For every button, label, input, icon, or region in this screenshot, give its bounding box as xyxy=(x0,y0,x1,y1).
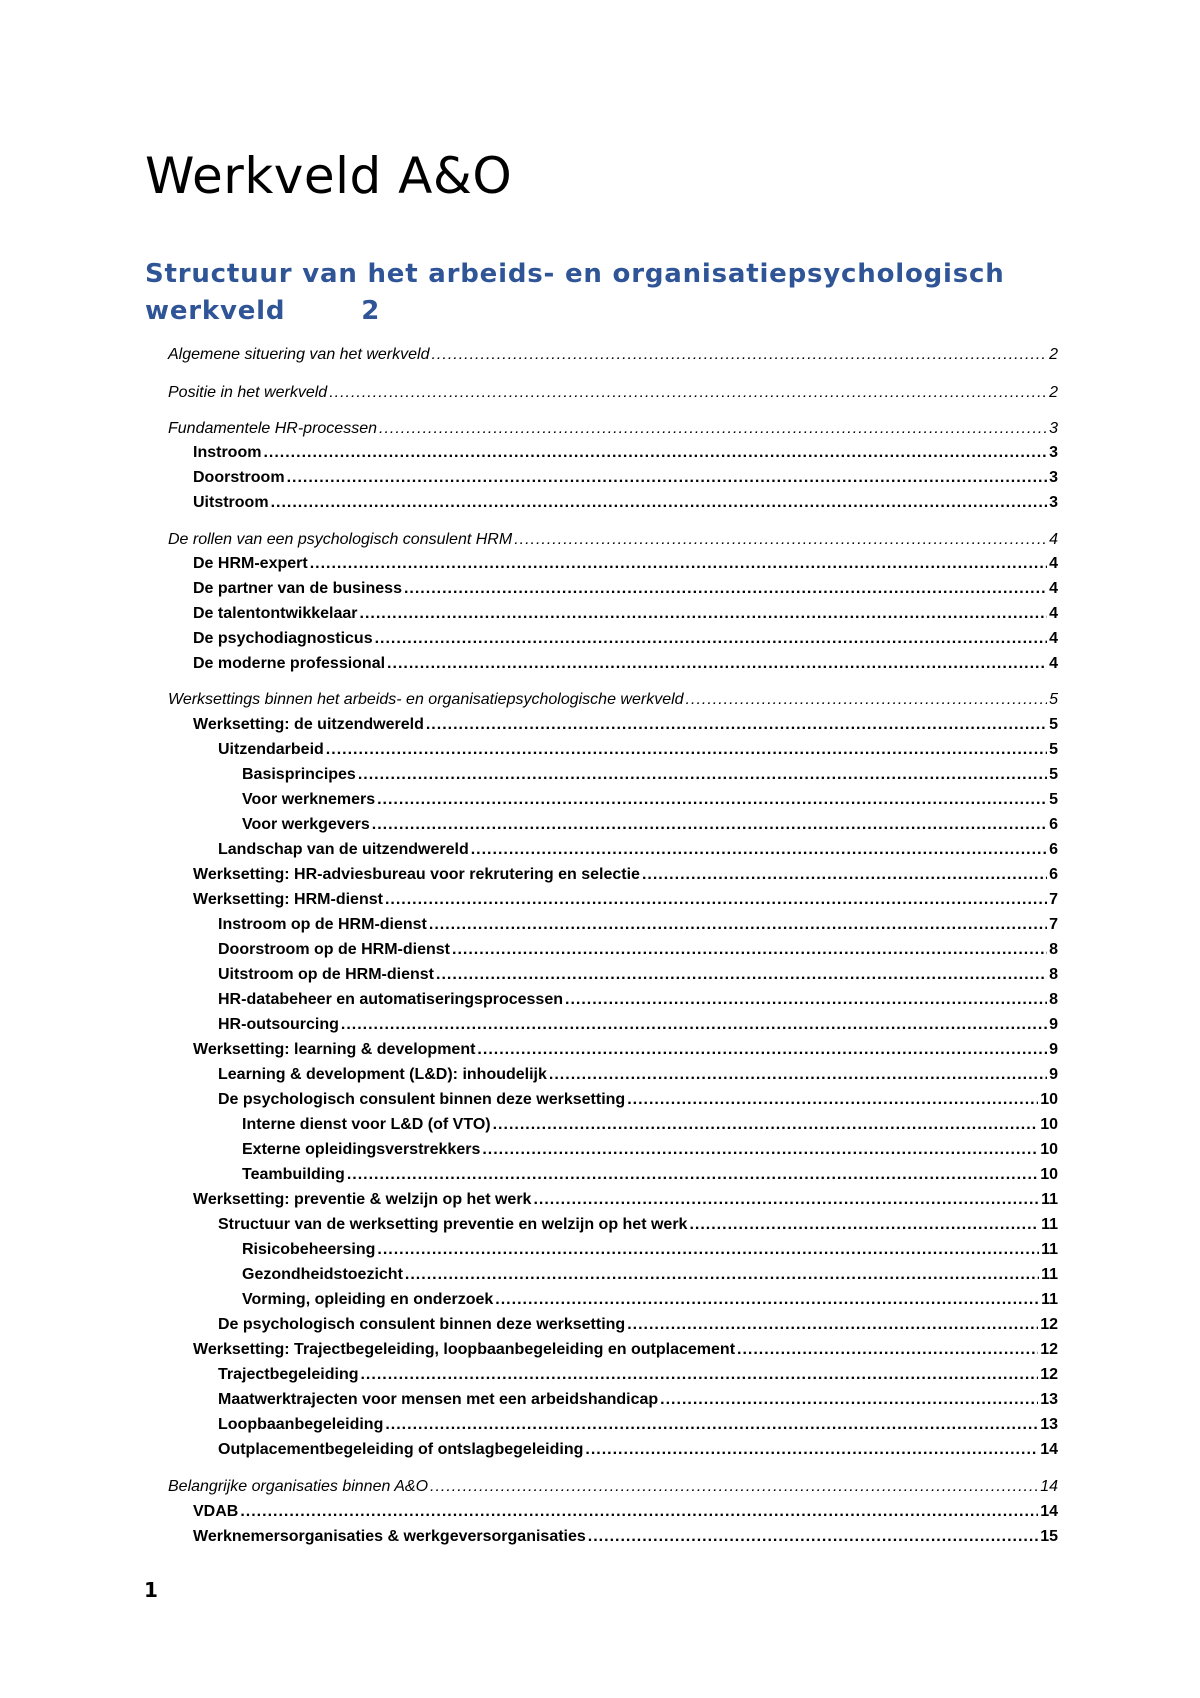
toc-entry[interactable] xyxy=(218,989,1058,1011)
toc-entry[interactable] xyxy=(168,529,1058,551)
toc-entry-label: Maatwerktrajecten voor mensen met een arbeidshandicap xyxy=(218,1391,659,1408)
toc-entry-label: De talentontwikkelaar xyxy=(193,605,358,622)
toc-dot-leader xyxy=(549,1064,1047,1086)
toc-dot-leader xyxy=(326,739,1047,761)
toc-dot-leader xyxy=(431,344,1047,366)
toc-heading-page: 2 xyxy=(361,296,381,326)
toc-entry-label: HR-outsourcing xyxy=(218,1016,339,1033)
toc-entry-label: Werksetting: Trajectbegeleiding, loopbaanbegeleiding en outplacement xyxy=(193,1341,736,1358)
toc-entry[interactable] xyxy=(218,1064,1058,1086)
toc-dot-leader xyxy=(379,418,1047,440)
toc-entry-page: 10 xyxy=(1040,1141,1058,1158)
toc-entry-page: 11 xyxy=(1041,1241,1058,1258)
toc-entry[interactable] xyxy=(242,1139,1058,1161)
toc-entry-label: Werksetting: preventie & welzijn op het werk xyxy=(193,1191,532,1208)
toc-entry-page: 8 xyxy=(1049,966,1058,983)
toc-entry[interactable] xyxy=(193,1501,1058,1523)
toc-dot-leader xyxy=(385,889,1047,911)
page-number: 1 xyxy=(144,1578,158,1602)
toc-entry-page: 8 xyxy=(1049,991,1058,1008)
toc-entry-page: 11 xyxy=(1041,1291,1058,1308)
toc-entry-page: 9 xyxy=(1049,1041,1058,1058)
toc-entry[interactable] xyxy=(193,889,1058,911)
toc-entry[interactable] xyxy=(168,382,1058,404)
toc-entry-label: Interne dienst voor L&D (of VTO) xyxy=(242,1116,491,1133)
toc-entry[interactable] xyxy=(193,1189,1058,1211)
toc-entry[interactable] xyxy=(193,603,1058,625)
toc-entry-label: Doorstroom op de HRM-dienst xyxy=(218,941,450,958)
toc-dot-leader xyxy=(240,1501,1038,1523)
toc-dot-leader xyxy=(430,1476,1038,1498)
toc-dot-leader xyxy=(429,914,1047,936)
toc-entry-page: 3 xyxy=(1049,444,1058,461)
toc-entry-label: Doorstroom xyxy=(193,469,285,486)
toc-entry-page: 5 xyxy=(1049,766,1058,783)
toc-entry-page: 2 xyxy=(1049,346,1058,363)
toc-entry-page: 7 xyxy=(1049,916,1058,933)
toc-entry-page: 5 xyxy=(1049,741,1058,758)
toc-entry-label: Uitzendarbeid xyxy=(218,741,324,758)
toc-entry-page: 4 xyxy=(1049,555,1058,572)
toc-entry-label: De psychologisch consulent binnen deze werksetting xyxy=(218,1091,626,1108)
toc-entry-page: 14 xyxy=(1040,1503,1058,1520)
toc-dot-leader xyxy=(588,1526,1038,1548)
toc-dot-leader xyxy=(271,492,1048,514)
toc-entry-page: 2 xyxy=(1049,384,1058,401)
document-title: Werkveld A&O xyxy=(145,147,513,205)
toc-entry[interactable] xyxy=(218,1314,1058,1336)
toc-entry[interactable] xyxy=(218,1439,1058,1461)
toc-entry-label: Gezondheidstoezicht xyxy=(242,1266,403,1283)
toc-entry-label: Learning & development (L&D): inhoudelijk xyxy=(218,1066,547,1083)
toc-entry[interactable] xyxy=(242,1239,1058,1261)
toc-entry-label: Fundamentele HR-processen xyxy=(168,420,377,437)
toc-dot-leader xyxy=(263,442,1047,464)
toc-dot-leader xyxy=(482,1139,1038,1161)
toc-dot-leader xyxy=(341,1014,1047,1036)
toc-entry[interactable] xyxy=(218,1414,1058,1436)
toc-entry-label: Voor werknemers xyxy=(242,791,376,808)
toc-dot-leader xyxy=(436,964,1047,986)
toc-entry-page: 11 xyxy=(1041,1216,1058,1233)
toc-entry-label: Instroom xyxy=(193,444,262,461)
toc-entry-label: Outplacementbegeleiding of ontslagbegeleiding xyxy=(218,1441,584,1458)
toc-entry-label: Algemene situering van het werkveld xyxy=(168,346,430,363)
toc-entry-page: 6 xyxy=(1049,816,1058,833)
toc-dot-leader xyxy=(385,1414,1038,1436)
toc-entry[interactable] xyxy=(193,553,1058,575)
toc-entry-page: 5 xyxy=(1049,791,1058,808)
toc-entry-label: Teambuilding xyxy=(242,1166,345,1183)
toc-entry-page: 4 xyxy=(1049,605,1058,622)
toc-entry-page: 11 xyxy=(1041,1266,1058,1283)
toc-entry[interactable] xyxy=(193,653,1058,675)
toc-entry-page: 9 xyxy=(1049,1016,1058,1033)
toc-entry[interactable] xyxy=(218,939,1058,961)
toc-dot-leader xyxy=(642,864,1047,886)
toc-dot-leader xyxy=(372,814,1047,836)
toc-dot-leader xyxy=(287,467,1048,489)
toc-entry-page: 10 xyxy=(1040,1166,1058,1183)
toc-entry-label: Basisprincipes xyxy=(242,766,356,783)
toc-entry[interactable] xyxy=(193,864,1058,886)
toc-entry-label: Werksetting: HRM-dienst xyxy=(193,891,383,908)
toc-entry-label: Uitstroom xyxy=(193,494,269,511)
toc-entry-page: 12 xyxy=(1040,1366,1058,1383)
toc-entry[interactable] xyxy=(242,1114,1058,1136)
toc-dot-leader xyxy=(477,1039,1047,1061)
toc-dot-leader xyxy=(377,789,1047,811)
toc-entry-label: Uitstroom op de HRM-dienst xyxy=(218,966,434,983)
toc-entry-label: Vorming, opleiding en onderzoek xyxy=(242,1291,494,1308)
toc-entry-page: 3 xyxy=(1049,420,1058,437)
toc-entry-page: 3 xyxy=(1049,469,1058,486)
toc-entry-label: De rollen van een psychologisch consulent HRM xyxy=(168,531,513,548)
toc-entry[interactable] xyxy=(242,764,1058,786)
toc-entry-page: 3 xyxy=(1049,494,1058,511)
toc-dot-leader xyxy=(347,1164,1038,1186)
toc-entry-page: 13 xyxy=(1040,1416,1058,1433)
toc-entry-label: Belangrijke organisaties binnen A&O xyxy=(168,1478,429,1495)
toc-entry-page: 6 xyxy=(1049,841,1058,858)
toc-entry-label: Werksettings binnen het arbeids- en organisatiepsychologische werkveld xyxy=(168,691,684,708)
toc-entry[interactable] xyxy=(218,739,1058,761)
toc-entry-page: 4 xyxy=(1049,655,1058,672)
toc-entry-label: De psychodiagnosticus xyxy=(193,630,373,647)
toc-entry[interactable] xyxy=(242,1264,1058,1286)
toc-entry[interactable] xyxy=(168,344,1058,366)
toc-dot-leader xyxy=(660,1389,1038,1411)
toc-entry-page: 5 xyxy=(1049,716,1058,733)
toc-entry-label: Positie in het werkveld xyxy=(168,384,328,401)
toc-entry-label: VDAB xyxy=(193,1503,239,1520)
toc-dot-leader xyxy=(404,578,1047,600)
toc-heading-text: Structuur van het arbeids- en organisatiepsychologisch werkveld xyxy=(145,259,1005,326)
toc-entry[interactable] xyxy=(193,628,1058,650)
toc-entry[interactable] xyxy=(193,1526,1058,1548)
toc-entry-page: 7 xyxy=(1049,891,1058,908)
toc-dot-leader xyxy=(533,1189,1039,1211)
toc-entry-page: 13 xyxy=(1040,1391,1058,1408)
toc-entry-page: 12 xyxy=(1040,1341,1058,1358)
toc-entry[interactable] xyxy=(218,1214,1058,1236)
toc-entry[interactable] xyxy=(168,689,1058,711)
toc-entry[interactable] xyxy=(218,1014,1058,1036)
toc-entry-label: Werknemersorganisaties & werkgeversorganisaties xyxy=(193,1528,586,1545)
toc-entry-label: Voor werkgevers xyxy=(242,816,370,833)
toc-dot-leader xyxy=(514,529,1047,551)
toc-dot-leader xyxy=(360,603,1048,625)
toc-dot-leader xyxy=(493,1114,1039,1136)
toc-entry-label: HR-databeheer en automatiseringsprocessen xyxy=(218,991,563,1008)
toc-entry-page: 10 xyxy=(1040,1116,1058,1133)
toc-dot-leader xyxy=(387,653,1047,675)
toc-dot-leader xyxy=(377,1239,1039,1261)
toc-entry[interactable] xyxy=(242,1289,1058,1311)
toc-dot-leader xyxy=(360,1364,1038,1386)
toc-entry-label: De psychologisch consulent binnen deze werksetting xyxy=(218,1316,626,1333)
toc-dot-leader xyxy=(627,1314,1038,1336)
toc-entry-label: Landschap van de uitzendwereld xyxy=(218,841,469,858)
toc-entry-label: Externe opleidingsverstrekkers xyxy=(242,1141,481,1158)
toc-dot-leader xyxy=(358,764,1047,786)
toc-entry[interactable] xyxy=(193,467,1058,489)
toc-dot-leader xyxy=(471,839,1047,861)
toc-entry-page: 5 xyxy=(1049,691,1058,708)
toc-entry-label: De moderne professional xyxy=(193,655,386,672)
toc-entry-label: Instroom op de HRM-dienst xyxy=(218,916,427,933)
toc-entry[interactable] xyxy=(242,789,1058,811)
toc-entry-page: 10 xyxy=(1040,1091,1058,1108)
toc-dot-leader xyxy=(426,714,1047,736)
toc-dot-leader xyxy=(627,1089,1038,1111)
toc-entry[interactable] xyxy=(193,1039,1058,1061)
toc-entry-page: 14 xyxy=(1040,1441,1058,1458)
toc-entry-page: 8 xyxy=(1049,941,1058,958)
toc-entry-label: De partner van de business xyxy=(193,580,402,597)
toc-entry[interactable] xyxy=(193,492,1058,514)
toc-entry[interactable] xyxy=(218,914,1058,936)
toc-entry-page: 11 xyxy=(1041,1191,1058,1208)
toc-entry[interactable] xyxy=(193,442,1058,464)
toc-dot-leader xyxy=(310,553,1047,575)
toc-entry[interactable] xyxy=(218,964,1058,986)
toc-entry[interactable] xyxy=(242,1164,1058,1186)
toc-entry-label: Risicobeheersing xyxy=(242,1241,376,1258)
toc-entry-label: De HRM-expert xyxy=(193,555,308,572)
toc-dot-leader xyxy=(375,628,1048,650)
toc-dot-leader xyxy=(565,989,1047,1011)
toc-dot-leader xyxy=(585,1439,1038,1461)
toc-entry-label: Structuur van de werksetting preventie en welzijn op het werk xyxy=(218,1216,688,1233)
toc-entry-label: Trajectbegeleiding xyxy=(218,1366,359,1383)
toc-entry-page: 9 xyxy=(1049,1066,1058,1083)
toc-dot-leader xyxy=(495,1289,1039,1311)
toc-dot-leader xyxy=(329,382,1047,404)
toc-entry[interactable] xyxy=(168,1476,1058,1498)
toc-entry-label: Werksetting: HR-adviesbureau voor rekrutering en selectie xyxy=(193,866,640,883)
toc-entry[interactable] xyxy=(193,578,1058,600)
toc-dot-leader xyxy=(405,1264,1039,1286)
toc-entry[interactable] xyxy=(218,839,1058,861)
toc-dot-leader xyxy=(686,689,1048,711)
toc-entry-page: 4 xyxy=(1049,580,1058,597)
toc-entry-page: 6 xyxy=(1049,866,1058,883)
toc-entry-page: 12 xyxy=(1040,1316,1058,1333)
toc-entry[interactable] xyxy=(218,1089,1058,1111)
toc-dot-leader xyxy=(689,1214,1039,1236)
toc-entry-page: 15 xyxy=(1040,1528,1058,1545)
toc-entry[interactable] xyxy=(218,1389,1058,1411)
toc-entry-page: 4 xyxy=(1049,531,1058,548)
toc-entry[interactable] xyxy=(168,418,1058,440)
toc-entry[interactable] xyxy=(242,814,1058,836)
toc-entry-page: 14 xyxy=(1040,1478,1058,1495)
toc-entry-label: Werksetting: learning & development xyxy=(193,1041,476,1058)
toc-entry-label: Loopbaanbegeleiding xyxy=(218,1416,384,1433)
toc-entry[interactable] xyxy=(218,1364,1058,1386)
toc-entry-label: Werksetting: de uitzendwereld xyxy=(193,716,424,733)
toc-dot-leader xyxy=(737,1339,1038,1361)
toc-entry[interactable] xyxy=(193,1339,1058,1361)
toc-entry[interactable] xyxy=(193,714,1058,736)
toc-entry-page: 4 xyxy=(1049,630,1058,647)
toc-dot-leader xyxy=(452,939,1047,961)
